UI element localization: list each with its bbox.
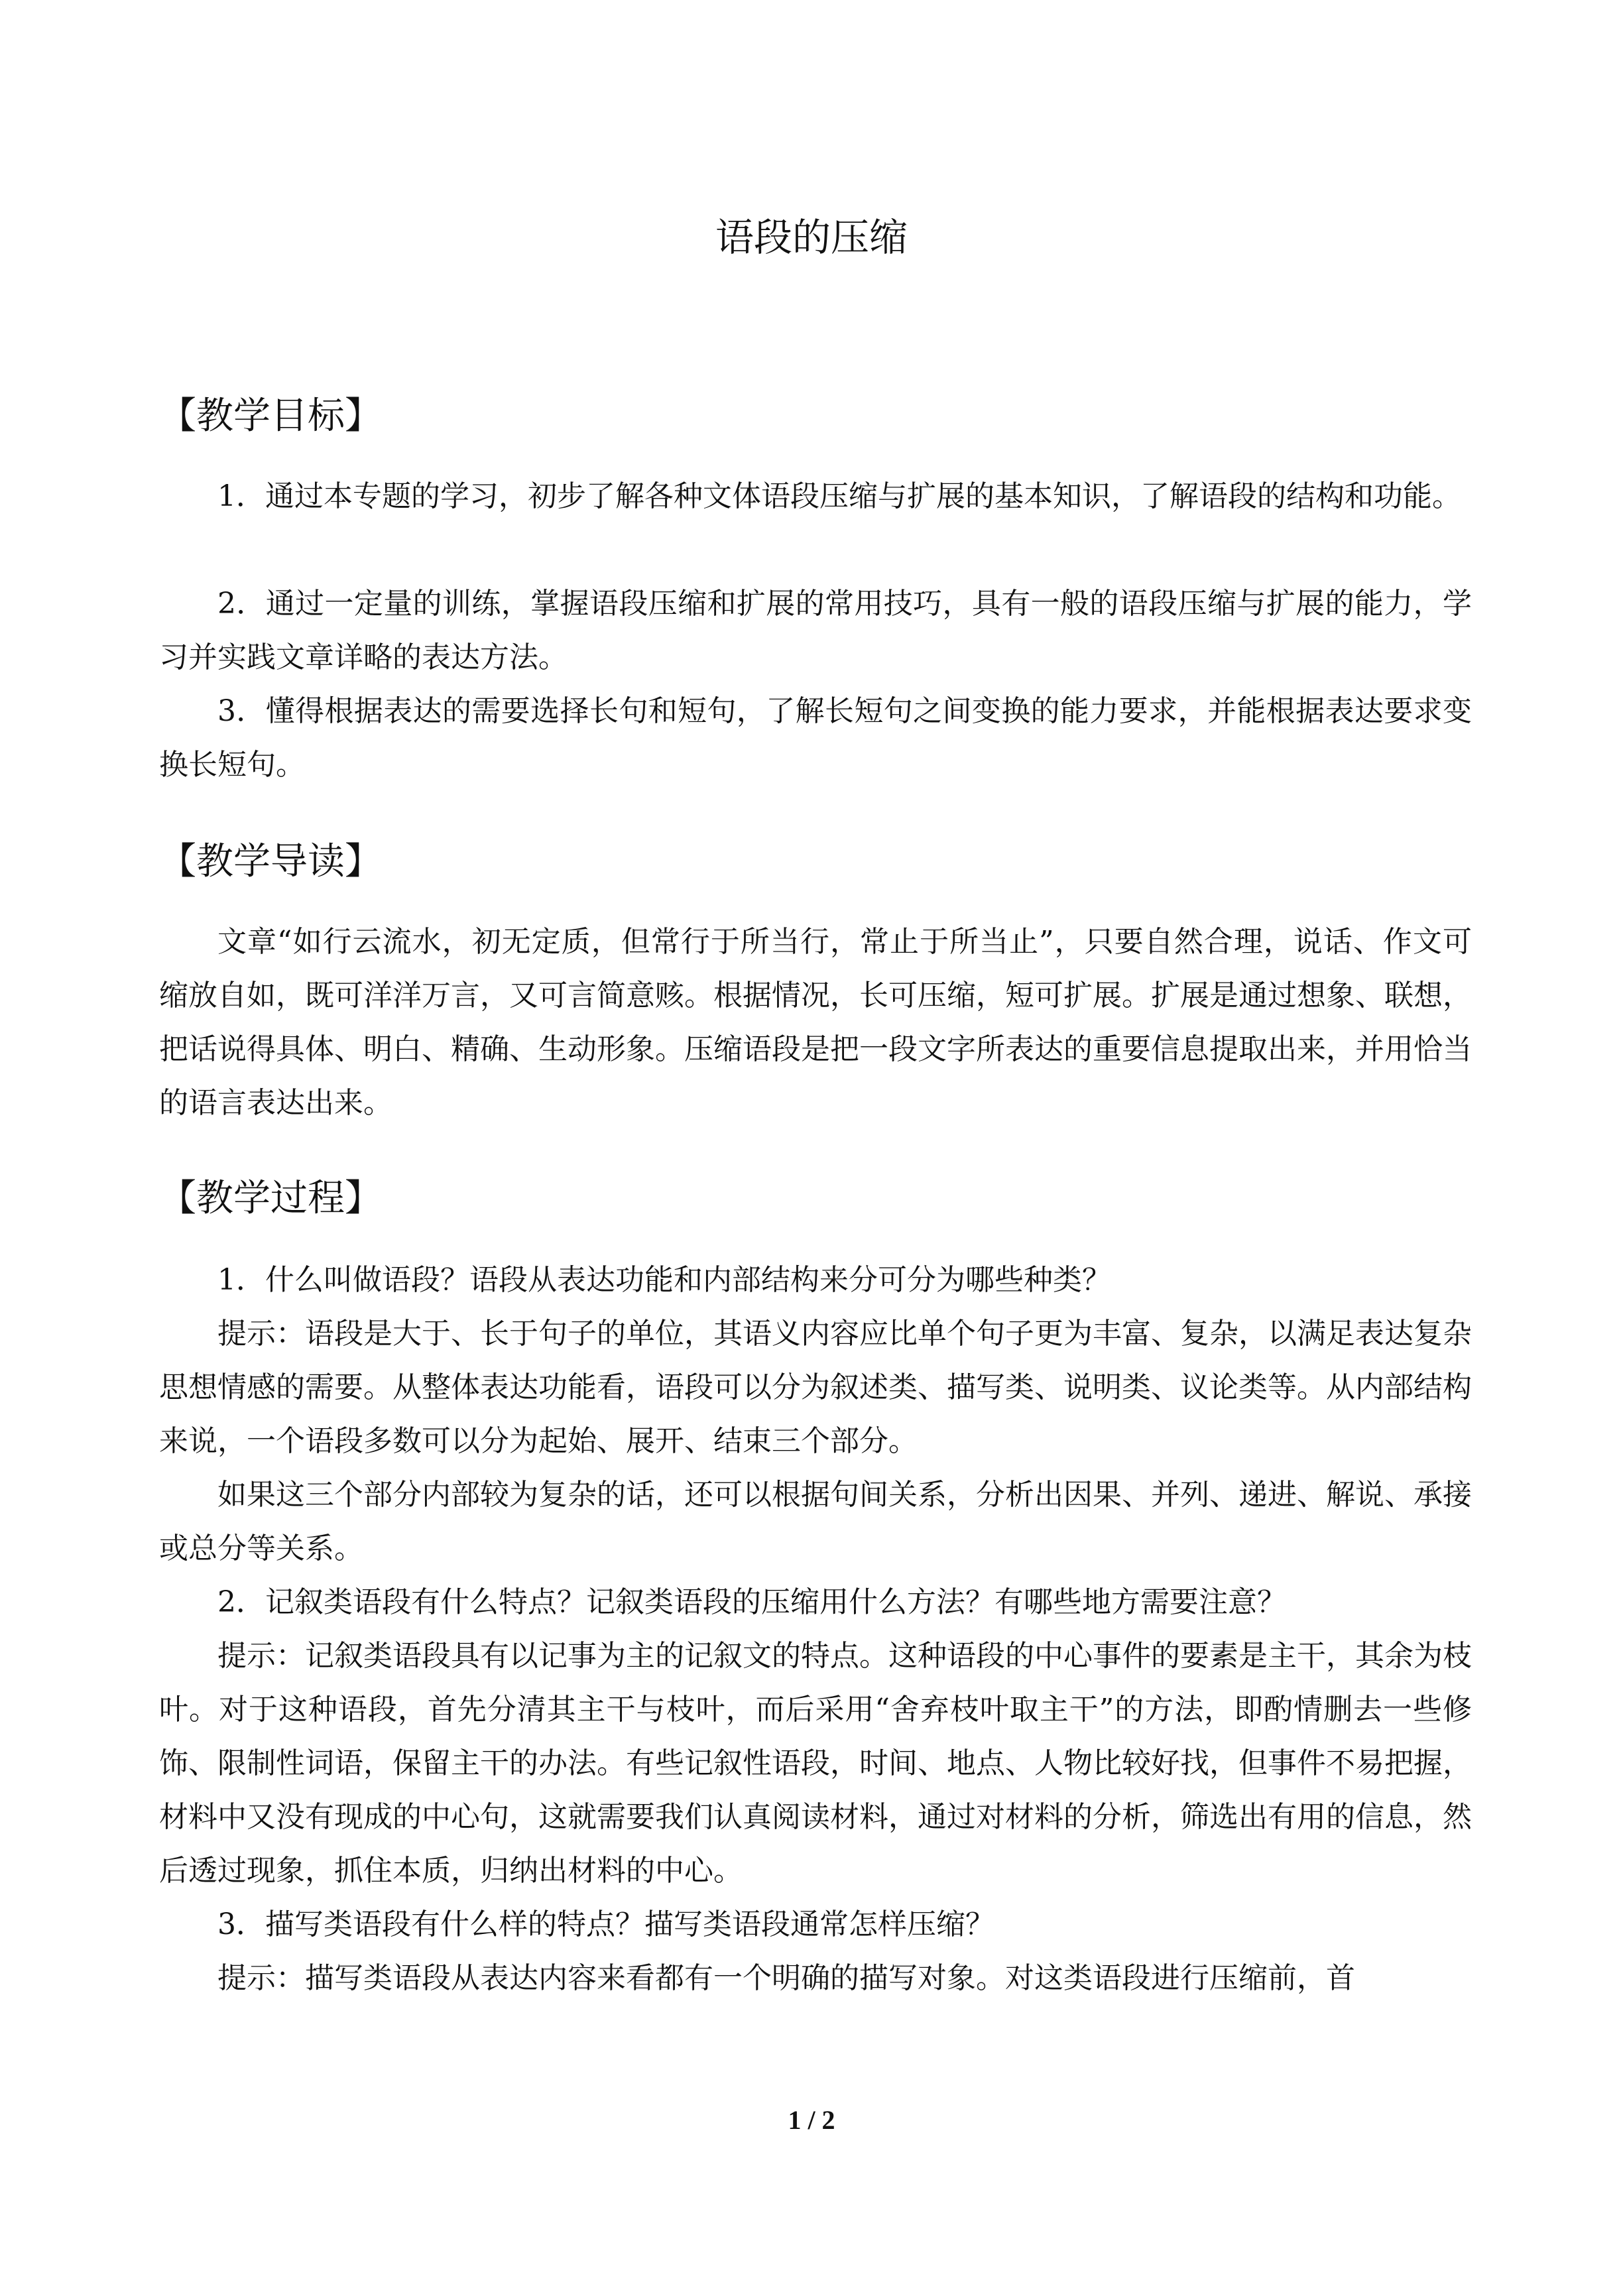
section-heading-objectives: 【教学目标】 bbox=[159, 394, 382, 438]
paragraph-objective-3: 3．懂得根据表达的需要选择长句和短句，了解长短句之间变换的能力要求，并能根据表达要求变换长短句。 bbox=[159, 694, 1472, 782]
paragraph-question-3: 3．描写类语段有什么样的特点？描写类语段通常怎样压缩？ bbox=[217, 1907, 994, 1941]
paragraph-objective-1: 1．通过本专题的学习，初步了解各种文体语段压缩与扩展的基本知识，了解语段的结构和功能。 bbox=[217, 479, 1461, 513]
section-heading-process: 【教学过程】 bbox=[159, 1177, 382, 1220]
page-number: 1 / 2 bbox=[788, 2105, 835, 2135]
paragraph-hint-1: 提示：语段是大于、长于句子的单位，其语义内容应比单个句子更为丰富、复杂，以满足表达复杂思想情感的需要。从整体表达功能看，语段可以分为叙述类、描写类、说明类、议论类等。从内部结构来说，一个语段多数可以分为起始、展开、结束三个部分。 bbox=[159, 1317, 1472, 1458]
paragraph-question-1: 1．什么叫做语段？语段从表达功能和内部结构来分可分为哪些种类？ bbox=[217, 1263, 1111, 1297]
paragraph-hint-1-continued: 如果这三个部分内部较为复杂的话，还可以根据句间关系，分析出因果、并列、递进、解说、承接或总分等关系。 bbox=[159, 1478, 1472, 1565]
paragraph-hint-3: 提示：描写类语段从表达内容来看都有一个明确的描写对象。对这类语段进行压缩前，首 bbox=[217, 1961, 1355, 1995]
paragraph-objective-2: 2．通过一定量的训练，掌握语段压缩和扩展的常用技巧，具有一般的语段压缩与扩展的能力，学习并实践文章详略的表达方法。 bbox=[159, 587, 1472, 674]
page-title: 语段的压缩 bbox=[715, 215, 908, 260]
paragraph-question-2: 2．记叙类语段有什么特点？记叙类语段的压缩用什么方法？有哪些地方需要注意？ bbox=[217, 1585, 1286, 1619]
section-heading-guide: 【教学导读】 bbox=[159, 840, 382, 883]
paragraph-hint-2: 提示：记叙类语段具有以记事为主的记叙文的特点。这种语段的中心事件的要素是主干，其余为枝叶。对于这种语段，首先分清其主干与枝叶，而后采用“舍弃枝叶取主干”的方法，即酌情删去一些修饰、限制性词语，保留主干的办法。有些记叙性语段，时间、地点、人物比较好找，但事件不易把握，材料中又没有现成的中心句，这就需要我们认真阅读材料，通过对材料的分析，筛选出有用的信息，然后透过现象，抓住本质，归纳出材料的中心。 bbox=[159, 1639, 1472, 1888]
paragraph-guide: 文章“如行云流水，初无定质，但常行于所当行，常止于所当止”，只要自然合理，说话、作文可缩放自如，既可洋洋万言，又可言简意赅。根据情况，长可压缩，短可扩展。扩展是通过想象、联想，把话说得具体、明白、精确、生动形象。压缩语段是把一段文字所表达的重要信息提取出来，并用恰当的语言表达出来。 bbox=[159, 925, 1472, 1120]
